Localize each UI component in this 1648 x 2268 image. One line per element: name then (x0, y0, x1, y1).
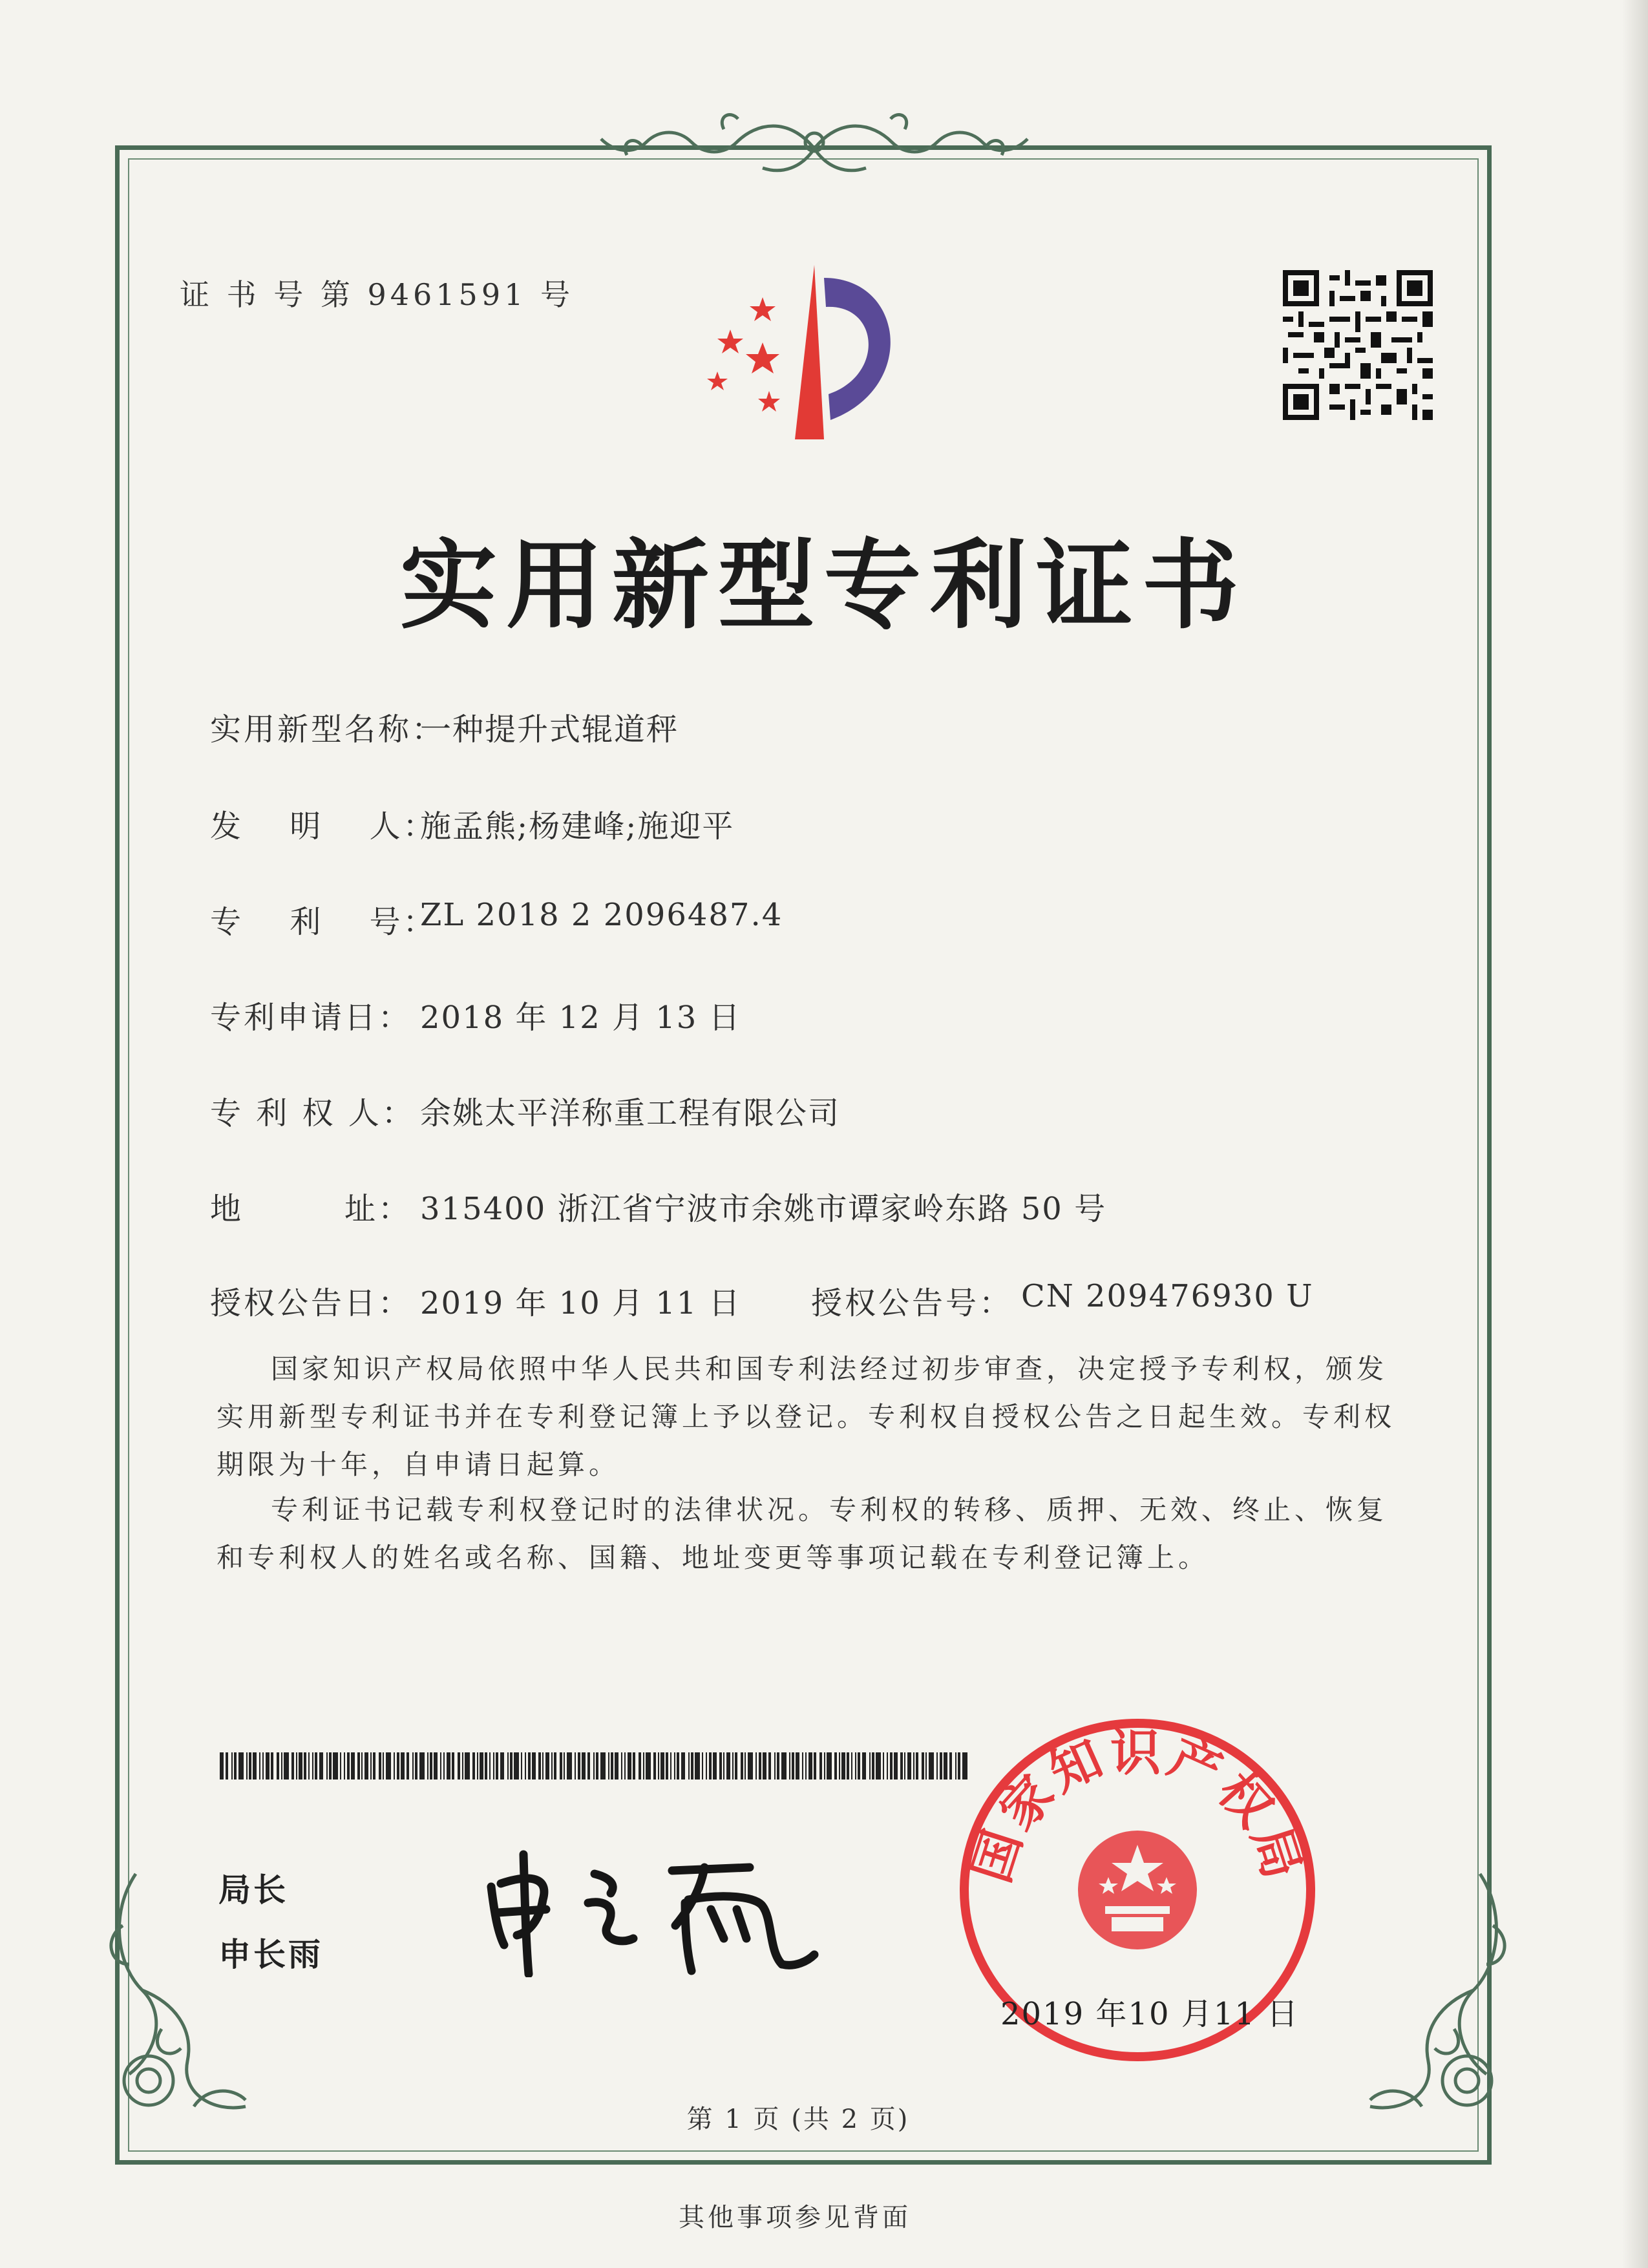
body-paragraph-1: 国家知识产权局依照中华人民共和国专利法经过初步审查，决定授予专利权，颁发实用新型专利证书并在专利登记簿上予以登记。专利权自授权公告之日起生效。专利权期限为十年，自申请日起算。 (217, 1353, 1396, 1480)
footer-note: 其他事项参见背面 (679, 2203, 911, 2232)
patent-number-label: 专 利 号： (210, 904, 437, 940)
handwritten-signature-icon (478, 1848, 827, 1977)
bottom-right-ornament-icon (1351, 1861, 1519, 2132)
patentee-label: 专 利 权 人： (210, 1095, 416, 1131)
filing-date-value: 2018 年 12 月 13 日 (420, 1000, 741, 1036)
page-edge-shadow (1622, 0, 1648, 2268)
cnipa-logo-icon (692, 258, 924, 446)
patentee-value: 余姚太平洋称重工程有限公司 (420, 1095, 841, 1131)
top-ornament-icon (569, 103, 1060, 187)
address-label: 地 址： (210, 1191, 412, 1227)
director-title: 局长 (218, 1871, 288, 1909)
page-number: 第 1 页 (共 2 页) (686, 2105, 910, 2134)
grant-number-label: 授权公告号： (811, 1285, 1013, 1321)
director-name: 申长雨 (218, 1936, 323, 1973)
address-value: 315400 浙江省宁波市余姚市谭家岭东路 50 号 (420, 1191, 1107, 1227)
certificate-title: 实用新型专利证书 (399, 530, 1248, 642)
utility-model-name-label: 实用新型名称： (210, 711, 446, 748)
inventor-value: 施孟熊;杨建峰;施迎平 (420, 808, 735, 845)
patent-number-value: ZL 2018 2 2096487.4 (420, 897, 783, 933)
grant-date-value: 2019 年 10 月 11 日 (420, 1285, 741, 1321)
seal-date: 2019 年10 月11 日 (1000, 1996, 1300, 2032)
inventor-label: 发 明 人： (210, 808, 437, 845)
utility-model-name-value: 一种提升式辊道秤 (420, 711, 679, 748)
filing-date-label: 专利申请日： (210, 1000, 412, 1036)
qr-code-icon (1283, 270, 1433, 420)
grant-number-value: CN 209476930 U (1021, 1278, 1314, 1314)
grant-date-label: 授权公告日： (210, 1285, 412, 1321)
seal-text: 国家知识产权局 (962, 1724, 1313, 1889)
body-paragraph-2: 专利证书记载专利权登记时的法律状况。专利权的转移、质押、无效、终止、恢复和专利权人的姓名或名称、国籍、地址变更等事项记载在专利登记簿上。 (217, 1494, 1388, 1573)
barcode-icon (220, 1752, 973, 1780)
certificate-number: 证 书 号 第 9461591 号 (180, 277, 574, 312)
